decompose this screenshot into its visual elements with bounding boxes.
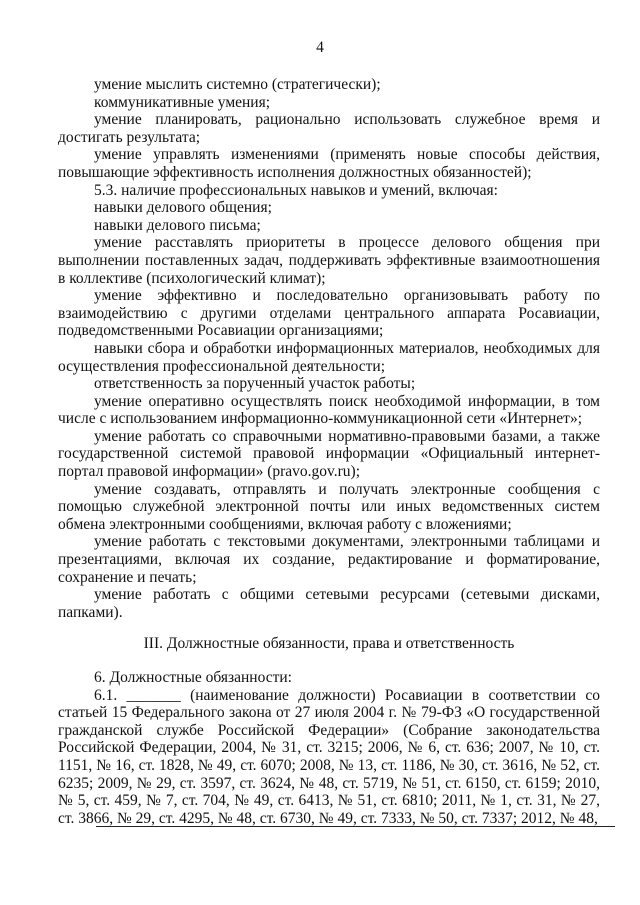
paragraph: ответственность за порученный участок работы; — [94, 375, 416, 393]
footer-divider — [96, 826, 615, 827]
paragraph: навыки делового общения; — [94, 199, 272, 217]
paragraph: умение работать со справочными нормативно-правовыми базами, а также государственной системой правовой информации «Официальный интернет-портал правовой информации» (pravo.gov.ru); — [58, 427, 600, 481]
paragraph: 5.3. наличие профессиональных навыков и умений, включая: — [94, 181, 498, 199]
page-number: 4 — [316, 39, 324, 56]
paragraph: умение эффективно и последовательно организовывать работу по взаимодействию с другими отделами центрального аппарата Росавиации, подведомственными Росавиации организациями; — [58, 287, 600, 340]
paragraph: умение мыслить системно (стратегически); — [94, 76, 381, 93]
document-body — [58, 76, 600, 827]
duties-paragraph: 6.1. _______ (наименование должности) Росавиации в соответствии со статьей 15 Федерального закона от 27 июля 2004 г. № 79-ФЗ «О государственной гражданской службе Российской Федерации» (Собрание законодательства Российской Федерации, 2004, № 31, ст. 3215; 2006, № 6, ст. 636; 2007, № 10, ст. 1151, № 16, ст. 1828, № 49, ст. 6070; 2008, № 13, ст. 1186, № 30, ст. 3616, № 52, ст. 6235; 2009, № 29, ст. 3597, ст. 3624, № 48, ст. 5719, № 51, ст. 6150, ст. 6159; 2010, № 5, ст. 459, № 7, ст. 704, № 49, ст. 6413, № 51, ст. 6810; 2011, № 1, ст. 31, № 27, ст. 3866, № 29, ст. 4295, № 48, ст. 6730, № 49, ст. 7333, № 50, ст. 7337; 2012, № 48, — [58, 686, 600, 827]
paragraph: умение управлять изменениями (применять новые способы действия, повышающие эффективность исполнения должностных обязанностей); — [58, 146, 600, 181]
paragraph: навыки делового письма; — [94, 216, 261, 234]
paragraph: умение создавать, отправлять и получать электронные сообщения с помощью служебной электронной почты или иных ведомственных систем обмена электронными сообщениями, включая работу с вложениями; — [58, 480, 600, 533]
paragraph: навыки сбора и обработки информационных материалов, необходимых для осуществления профессиональной деятельности; — [58, 339, 600, 375]
paragraph: умение работать с общими сетевыми ресурсами (сетевыми дисками, папками). — [58, 586, 600, 621]
paragraph: умение работать с текстовыми документами, электронными таблицами и презентациями, включая их создание, редактирование и форматирование, сохранение и печать; — [58, 533, 600, 586]
paragraph: умение оперативно осуществлять поиск необходимой информации, в том числе с использованием информационно-коммуникационной сети «Интернет»; — [58, 392, 600, 428]
section-heading: III. Должностные обязанности, права и ответственность — [143, 635, 515, 653]
paragraph: коммуникативные умения; — [94, 93, 271, 111]
paragraph: умение расставлять приоритеты в процессе делового общения при выполнении поставленных задач, поддерживать эффективные взаимоотношения в коллективе (психологический климат); — [58, 234, 600, 287]
paragraph: умение планировать, рационально использовать служебное время и достигать результата; — [58, 111, 600, 146]
duties-title: 6. Должностные обязанности: — [94, 669, 292, 686]
